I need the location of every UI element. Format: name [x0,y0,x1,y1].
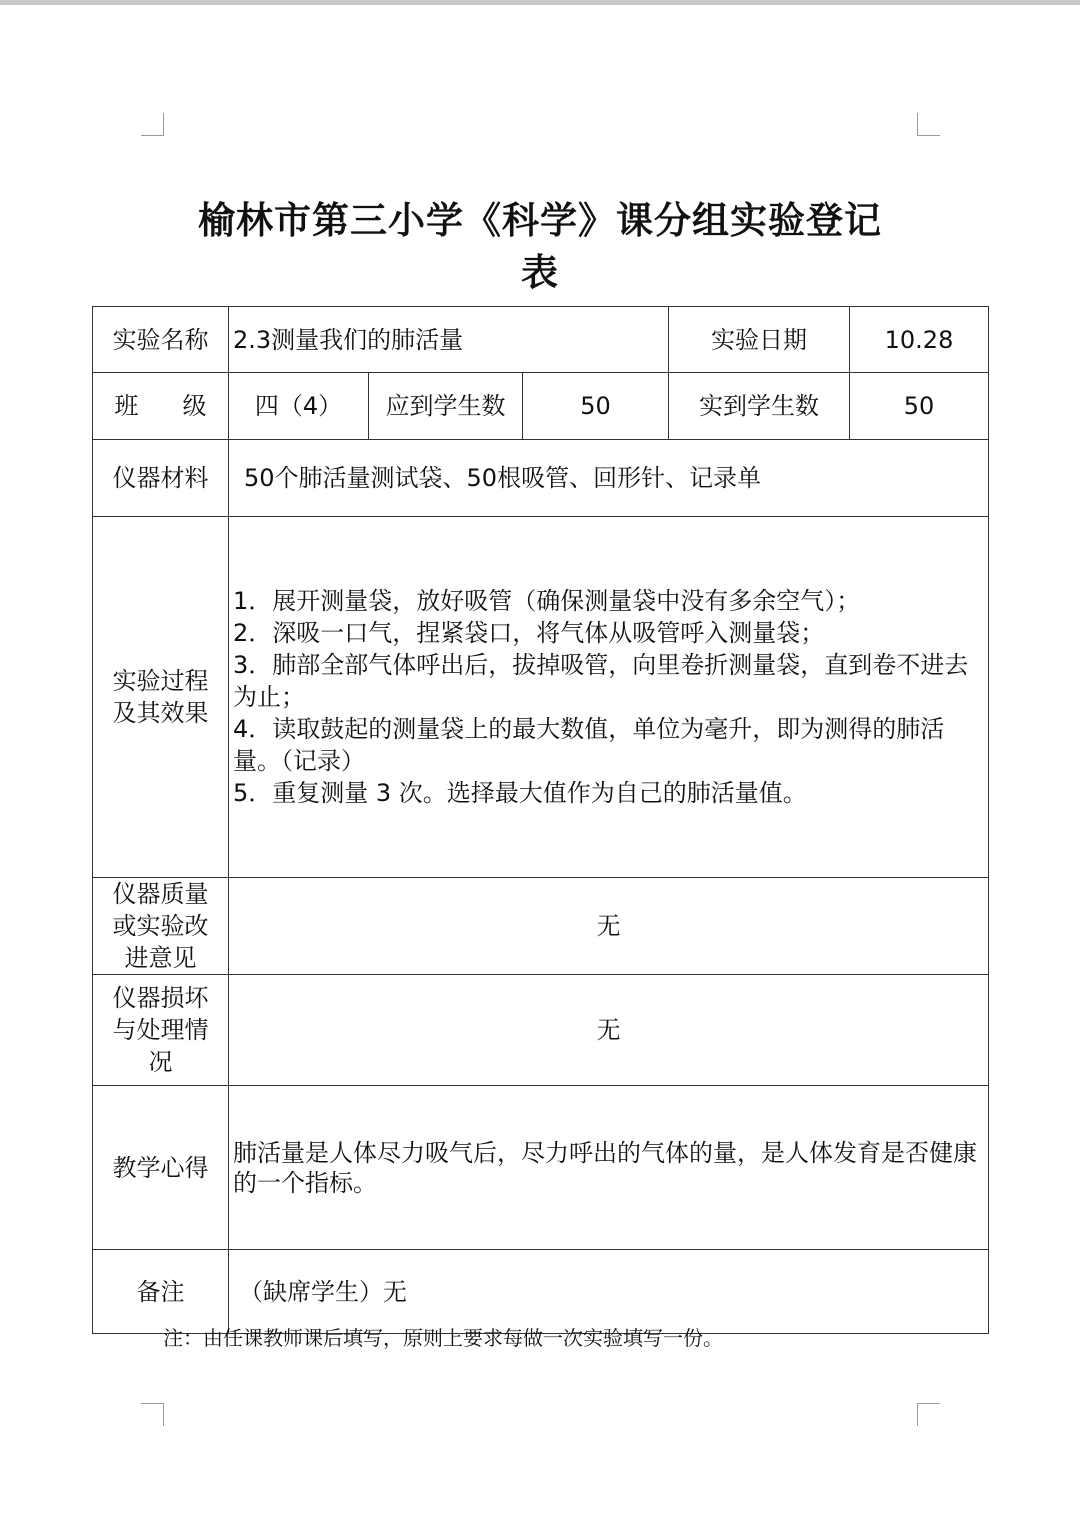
remarks-label: 备注 [93,1250,229,1334]
process-steps [229,517,989,878]
materials-label: 仪器材料 [93,440,229,517]
materials-value: 50个肺活量测试袋、50根吸管、回形针、记录单 [229,440,989,517]
process-label-line-2: 及其效果 [112,699,209,727]
process-step-1: 1．展开测量袋，放好吸管（确保测量袋中没有多余空气）； [233,587,861,615]
table-row-materials [93,440,989,517]
process-step-2: 2．深吸一口气，捏紧袋口，将气体从吸管呼入测量袋； [233,619,825,647]
class-label-char-2: 级 [182,392,207,420]
table-row-damage [93,975,989,1086]
quality-label [93,878,229,975]
actual-students-value: 50 [850,373,989,440]
experiment-name-value: 2.3测量我们的肺活量 [229,307,669,373]
reflection-value: 肺活量是人体尽力吸气后，尽力呼出的气体的量，是人体发育是否健康的一个指标。 [229,1086,989,1250]
crop-mark-bottom-left [141,1403,164,1426]
process-step-3: 3．肺部全部气体呼出后，拔掉吸管，向里卷折测量袋，直到卷不进去为止； [233,651,969,711]
table-row-reflection [93,1086,989,1250]
table-row-name-date [93,307,989,373]
process-step-4: 4．读取鼓起的测量袋上的最大数值，单位为毫升，即为测得的肺活量。（记录） [233,715,945,775]
class-label [93,373,229,440]
process-label [93,517,229,878]
table-row-quality [93,878,989,975]
process-label-line-1: 实验过程 [112,667,209,695]
damage-value: 无 [229,975,989,1086]
damage-label-line-2: 与处理情 [112,1016,209,1044]
title-line-2: 表 [521,251,559,294]
quality-value: 无 [229,878,989,975]
experiment-name-label: 实验名称 [93,307,229,373]
crop-mark-top-right [917,113,940,136]
process-step-5: 5．重复测量 3 次。选择最大值作为自己的肺活量值。 [233,779,807,807]
crop-mark-bottom-right [917,1403,940,1426]
expected-students-value: 50 [523,373,669,440]
crop-mark-top-left [141,113,164,136]
footnote: 注：由任课教师课后填写，原则上要求每做一次实验填写一份。 [163,1326,723,1350]
actual-students-label: 实到学生数 [669,373,850,440]
remarks-value: （缺席学生）无 [229,1250,989,1334]
experiment-date-value: 10.28 [850,307,989,373]
title-line-1: 榆林市第三小学《科学》课分组实验登记 [198,199,882,242]
quality-label-line-2: 或实验改 [112,912,209,940]
damage-label [93,975,229,1086]
damage-label-line-3: 况 [148,1048,173,1076]
table-row-remarks [93,1250,989,1334]
top-edge-bar [0,0,1080,5]
experiment-date-label: 实验日期 [669,307,850,373]
table-row-process [93,517,989,878]
expected-students-label: 应到学生数 [369,373,523,440]
page-title [150,195,930,299]
quality-label-line-1: 仪器质量 [112,880,209,908]
quality-label-line-3: 进意见 [124,944,197,972]
damage-label-line-1: 仪器损坏 [112,984,209,1012]
reflection-label: 教学心得 [93,1086,229,1250]
class-value: 四（4） [229,373,369,440]
table-row-class-counts [93,373,989,440]
class-label-char-1: 班 [114,392,139,420]
experiment-record-table [92,306,989,1334]
